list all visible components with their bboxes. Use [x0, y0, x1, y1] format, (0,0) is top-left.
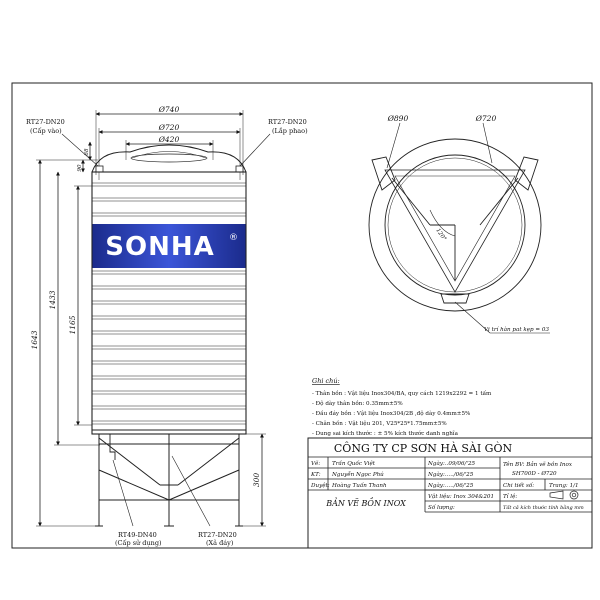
dim-720: Ø720	[158, 123, 180, 132]
drain-desc: (Xả đáy)	[206, 539, 234, 547]
inlet-label: RT27-DN20	[26, 118, 65, 126]
drawing-title: BẢN VẼ BỒN INOX	[326, 499, 406, 508]
tank-ribs	[92, 183, 246, 424]
inlet-desc: (Cấp vào)	[30, 127, 62, 135]
note-line: - Chân bồn : Vật liệu 201, V25*25*1.75mm±5%	[312, 421, 447, 427]
dim-1643: 1643	[30, 330, 39, 350]
sign-date: Ngày:..09/06/'25	[428, 461, 476, 467]
note-line: - Dung sai kích thước : ± 5% kích thước danh nghĩa	[312, 431, 458, 437]
drawing-name: Tên BV: Bản vẽ bồn Inox	[503, 462, 573, 468]
person-name: Trần Quốc Việt	[332, 461, 376, 467]
dim-300: 300	[252, 472, 261, 488]
detail-number: Chi tiết số:	[503, 483, 535, 489]
page-number: Trang: 1/1	[549, 483, 579, 489]
projection-symbol	[550, 491, 578, 499]
dim-890: Ø890	[387, 114, 409, 123]
float-stub	[236, 166, 243, 172]
dim-90: 90	[77, 164, 83, 172]
material: Vật liệu: Inox 304&201	[428, 494, 494, 500]
dim-720-top: Ø720	[475, 114, 497, 123]
role-label: Vẽ:	[311, 461, 321, 467]
role-label: KT:	[311, 472, 321, 478]
company-name: CÔNG TY CP SƠN HÀ SÀI GÒN	[333, 442, 513, 455]
registered-mark: ®	[229, 233, 238, 243]
angle-120: 120°	[434, 227, 448, 243]
bracket-left	[372, 157, 395, 190]
person-name: Nguyễn Ngọc Phú	[332, 472, 384, 478]
manhole-lid	[131, 154, 207, 162]
drain-leader	[172, 456, 210, 526]
logo-text: SONHA	[105, 232, 215, 262]
note-line: - Độ dày thân bồn: 0.35mm±5%	[312, 401, 403, 407]
float-label: RT27-DN20	[268, 118, 307, 126]
float-desc: (Lắp phao)	[272, 127, 308, 135]
drawing-code: SH700D - Ø720	[512, 471, 557, 477]
drain-label: RT27-DN20	[198, 531, 237, 539]
sign-date: Ngày:...../06/'25	[428, 483, 474, 489]
tank-dome	[92, 145, 246, 172]
top-view	[369, 123, 550, 333]
float-leader	[240, 134, 270, 166]
inlet-stub	[96, 166, 103, 172]
person-name: Hoàng Tuấn Thanh	[332, 483, 387, 489]
note-line: - Đầu đáy bồn : Vật liệu Inox304/2B ,độ dày 0.4mm±5%	[312, 411, 471, 417]
outlet-desc: (Cấp sử dụng)	[115, 539, 162, 547]
scale: Tỉ lệ:	[503, 494, 518, 500]
note-line: - Thân bồn : Vật liệu Inox304/BA, quy cách 1219x2292 = 1 tấm	[312, 391, 492, 397]
weld-note: Vị trí hàn pat kẹp = 03	[484, 327, 549, 333]
tank-body	[92, 172, 246, 434]
notes-block	[312, 377, 492, 437]
dim-line-890	[387, 123, 400, 168]
sign-date: Ngày:...../06/'25	[428, 472, 474, 478]
unit-note: Tất cả kích thước tính bằng mm	[503, 505, 584, 511]
dim-line-720b	[483, 123, 492, 163]
dim-88: 88	[84, 148, 90, 156]
bracket-right	[515, 157, 538, 190]
inlet-leader	[62, 134, 98, 166]
outlet-leader	[113, 460, 133, 526]
dim-1433: 1433	[48, 290, 57, 310]
role-label: Duyệt:	[311, 483, 330, 489]
dim-1165: 1165	[68, 315, 77, 335]
notes-title: Ghi chú:	[312, 377, 340, 385]
dim-740: Ø740	[158, 105, 180, 114]
quantity: Số lượng:	[428, 505, 455, 511]
outlet-label: RT49-DN40	[118, 531, 157, 539]
dim-420: Ø420	[158, 135, 180, 144]
